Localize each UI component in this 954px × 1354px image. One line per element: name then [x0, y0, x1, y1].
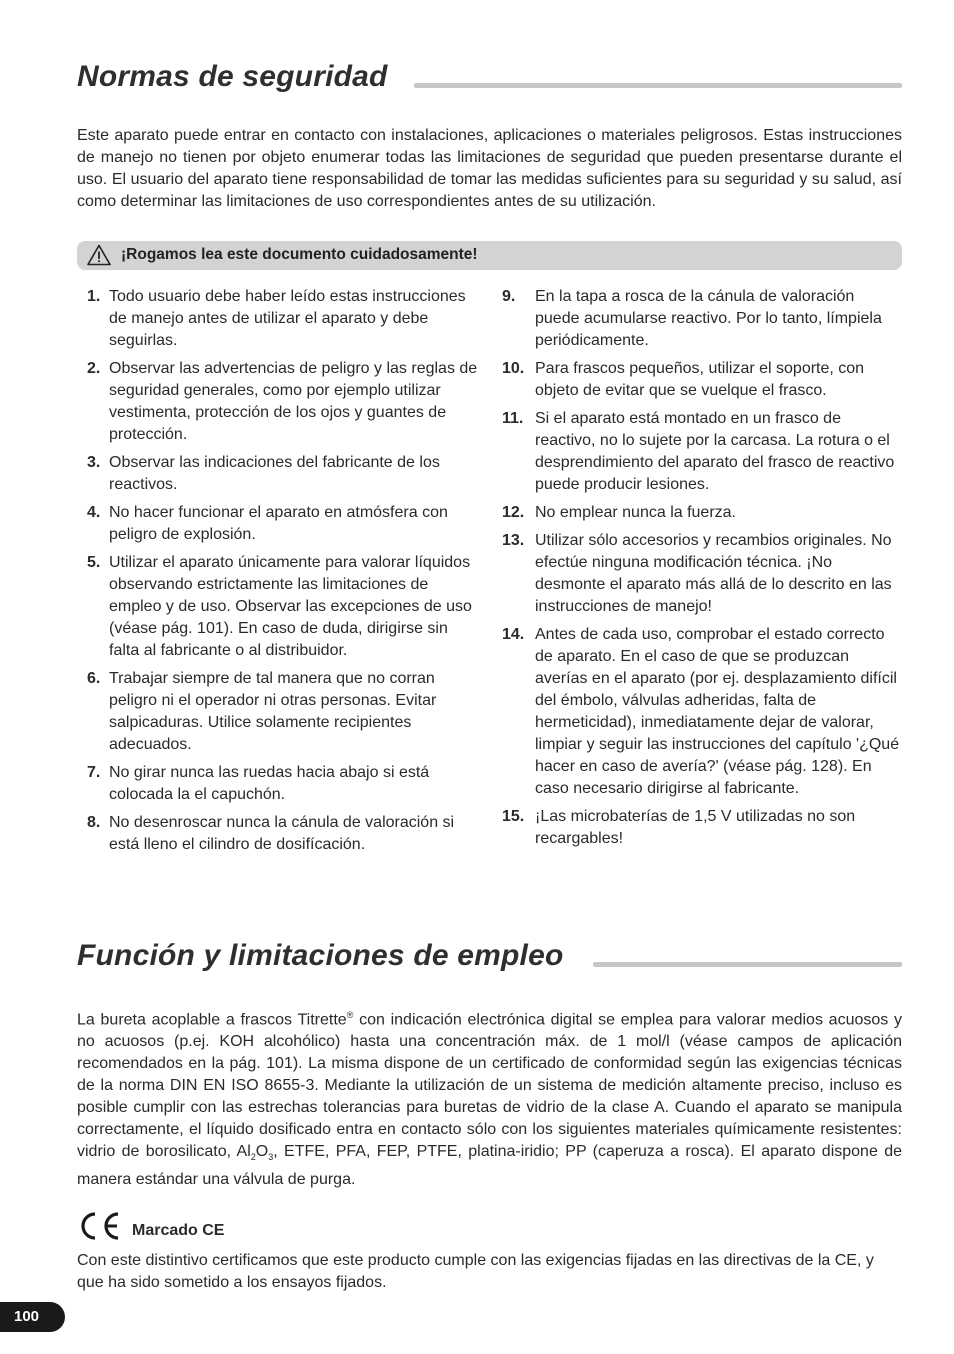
- warning-banner: [77, 241, 902, 270]
- ce-heading: Marcado CE: [132, 1222, 225, 1239]
- safety-list-left: [84, 286, 479, 862]
- function-title-rule: [593, 962, 902, 967]
- warning-triangle-icon: [87, 244, 111, 266]
- list-item: 10. Para frascos pequeños, utilizar el soporte, con objeto de evitar que se vuelque el frasco.: [502, 360, 865, 399]
- list-item: 4. No hacer funcionar el aparato en atmósfera con peligro de explosión.: [87, 504, 448, 543]
- list-item: 14. Antes de cada uso, comprobar el estado correcto de aparato. En el caso de que se produzcan averías en el aparato (por ej. desplazamiento difícil del émbolo, válvulas adheridas, falta de hermeticidad), inmediatamente dejar de valorar, limpiar y seguir las instrucciones del capítulo '¿Qué hacer en caso de avería?' (véase pág. 128). En caso necesario dirigirse al fabricante.: [502, 626, 900, 797]
- ce-text: Con este distintivo certificamos que este producto cumple con las exigencias fijadas en las directivas de la CE, y que ha sido sometido a los ensayos fijados.: [77, 1252, 874, 1291]
- list-item: 7. No girar nunca las ruedas hacia abajo si está colocada la el capuchón.: [87, 764, 430, 803]
- safety-list-right: [500, 286, 902, 856]
- list-item: 13. Utilizar sólo accesorios y recambios originales. No efectúe ninguna modificación técnica. ¡No desmonte el aparato más allá de lo descrito en las instrucciones de manejo!: [502, 532, 892, 615]
- list-item: 11. Si el aparato está montado en un frasco de reactivo, no lo sujete por la carcasa. La rotura o el desprendimiento del aparato del frasco de reactivo puede producir lesiones.: [502, 410, 895, 493]
- list-item: 5. Utilizar el aparato únicamente para valorar líquidos observando estrictamente las limitaciones de empleo y de uso. Observar las excepciones de uso (véase pág. 101). En caso de duda, dirigirse sin falta al fabricante o al distribuidor.: [87, 554, 472, 659]
- list-item: 6. Trabajar siempre de tal manera que no corran peligro ni el operador ni otras personas. Evitar salpicaduras. Utilice solamente recipientes adecuados.: [87, 670, 437, 753]
- safety-title: Normas de seguridad: [77, 60, 388, 93]
- function-title: Función y limitaciones de empleo: [77, 939, 564, 972]
- page-number: 100: [14, 1308, 40, 1325]
- safety-intro: Este aparato puede entrar en contacto con instalaciones, aplicaciones o materiales peligrosos. Estas instrucciones de manejo no tienen por objeto enumerar todas las limitaciones de seguridad que pueden presentarse durante el uso. El usuario del aparato tiene responsabilidad de tomar las medidas suficientes para su seguridad y su salud, así como determinar las limitaciones de uso correspondientes antes de su utilización.: [77, 127, 902, 210]
- ce-mark-icon: [77, 1211, 121, 1241]
- page-number-tab: [0, 1302, 65, 1332]
- list-item: 15. ¡Las microbaterías de 1,5 V utilizadas no son recargables!: [502, 808, 856, 847]
- list-item: 9. En la tapa a rosca de la cánula de valoración puede acumularse reactivo. Por lo tanto, límpiela periódicamente.: [502, 288, 882, 349]
- list-item: 3. Observar las indicaciones del fabricante de los reactivos.: [87, 454, 440, 493]
- function-paragraph: La bureta acoplable a frascos Titrette® con indicación electrónica digital se emplea para valorar medios acuosos y no acuosos (p.ej. KOH alcohólico) hasta una concentración máx. de 1 mol/l (véase campos de aplicación recomendados en la pág. 101). La misma dispone de un certificado de conformidad según las exigencias técnicas de la norma DIN EN ISO 8655-3. Mediante la utilización de un sistema de medición altamente preciso, incluso es posible cumplir con las estrechas tolerancias para buretas de vidrio de la clase A. Cuando el aparato se manipula correctamente, el líquido dosificado entra en contacto sólo con los siguientes materiales químicamente resistentes: vidrio de borosilicato, $Al_2O_3$, ETFE, PFA, FEP, PTFE, platina-iridio; PP (caperuza a rosca). El aparato dispone de manera estándar una válvula de purga.: [77, 1010, 902, 1188]
- warning-text: ¡Rogamos lea este documento cuidadosamente!: [121, 246, 478, 263]
- list-item: 2. Observar las advertencias de peligro y las reglas de seguridad generales, como por ejemplo utilizar vestimenta, protección de los ojos y guantes de protección.: [87, 360, 478, 443]
- list-item: 8. No desenroscar nunca la cánula de valoración si está lleno el cilindro de dosifícación.: [87, 814, 455, 853]
- list-item: 1. Todo usuario debe haber leído estas instrucciones de manejo antes de utilizar el aparato y debe seguirlas.: [87, 288, 466, 349]
- trademark-symbol: ®: [346, 1010, 354, 1020]
- list-item: 12. No emplear nunca la fuerza.: [502, 504, 736, 521]
- safety-title-rule: [414, 83, 902, 88]
